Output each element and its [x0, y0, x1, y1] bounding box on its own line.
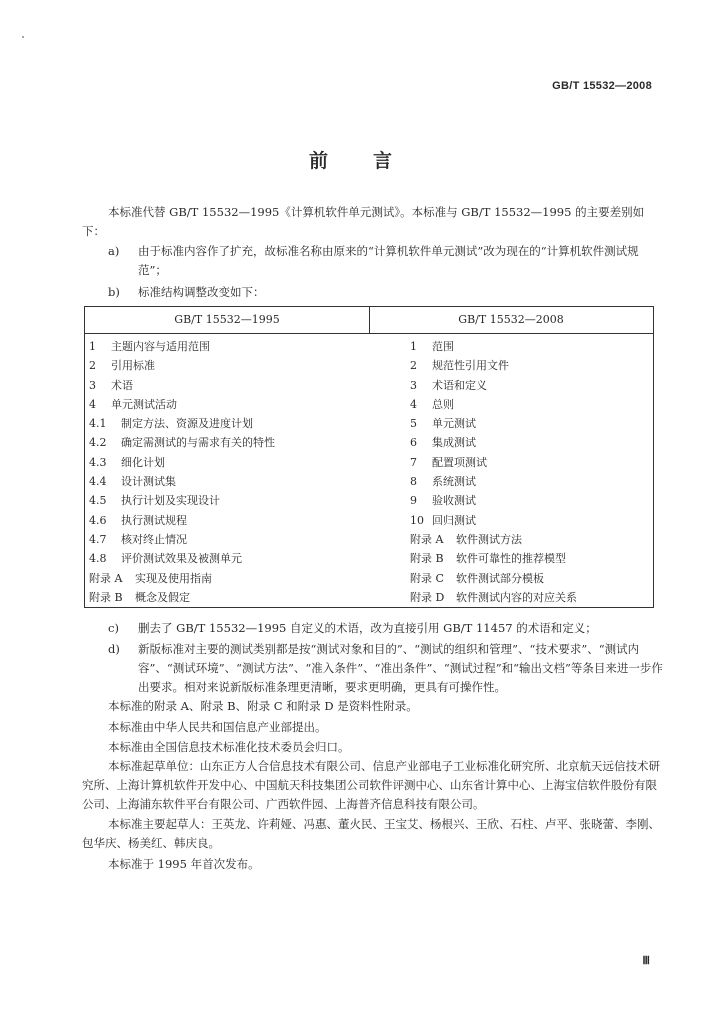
row-title: 单元测试活动: [111, 397, 177, 411]
row-number: 附录 D: [410, 590, 445, 604]
row-title: 确定需测试的与需求有关的特性: [121, 436, 275, 450]
row-number: 1: [89, 340, 96, 353]
row-number: 4.8: [89, 552, 107, 566]
row-title: 范围: [432, 340, 454, 353]
new-structure-column: [410, 337, 650, 607]
list-text: 删去了 GB/T 15532—1995 自定义的术语，改为直接引用 GB/T 11457 的术语和定义；: [138, 621, 597, 635]
list-marker: b): [108, 285, 120, 299]
row-number: 6: [410, 436, 417, 450]
header-old-standard: GB/T 15532—1995: [174, 313, 280, 326]
first-release-note: 本标准于 1995 年首次发布。: [108, 857, 260, 871]
header-new-standard: GB/T 15532—2008: [458, 313, 564, 326]
old-structure-column: [89, 337, 369, 607]
row-number: 4.4: [89, 475, 107, 489]
row-number: 4: [89, 397, 96, 411]
row-title: 执行测试规程: [121, 513, 187, 527]
row-title: 制定方法、资源及进度计划: [121, 417, 253, 431]
row-title: 集成测试: [432, 436, 476, 450]
new-structure-row: [410, 549, 650, 568]
new-structure-row: [410, 453, 650, 472]
row-number: 8: [410, 475, 417, 489]
row-number: 4.5: [89, 494, 107, 508]
row-number: 9: [410, 494, 417, 508]
old-structure-row: [89, 511, 369, 530]
intro-paragraph: 本标准代替 GB/T 15532—1995《计算机软件单元测试》。本标准与 GB/T 15532—1995 的主要差别如下：: [82, 205, 645, 238]
old-structure-row: [89, 491, 369, 510]
row-number: 4.6: [89, 513, 107, 527]
list-marker: c): [108, 621, 119, 635]
new-structure-row: [410, 588, 650, 607]
old-structure-row: [89, 549, 369, 568]
row-number: 3: [410, 378, 417, 392]
row-title: 总则: [432, 397, 454, 411]
new-structure-row: [410, 511, 650, 530]
row-number: 2: [89, 359, 96, 373]
row-number: 10: [410, 513, 424, 527]
row-title: 软件测试方法: [456, 532, 522, 546]
proposer-note: 本标准由中华人民共和国信息产业部提出。: [108, 720, 327, 734]
row-title: 执行计划及实现设计: [121, 494, 220, 508]
new-structure-row: [410, 491, 650, 510]
row-number: 4.3: [89, 455, 107, 469]
scan-speck: [22, 36, 24, 38]
row-number: 4.2: [89, 436, 107, 450]
new-structure-row: [410, 433, 650, 452]
list-text: 标准结构调整改变如下：: [138, 285, 265, 299]
row-title: 规范性引用文件: [432, 359, 509, 373]
page-title: [0, 146, 702, 173]
old-structure-row: [89, 472, 369, 491]
row-number: 2: [410, 359, 417, 373]
row-title: 术语: [111, 378, 133, 392]
new-structure-row: [410, 530, 650, 549]
row-number: 7: [410, 455, 417, 469]
list-marker: a): [108, 244, 120, 258]
new-structure-row: [410, 472, 650, 491]
old-structure-row: [89, 395, 369, 414]
row-title: 软件测试内容的对应关系: [456, 590, 577, 604]
row-title: 细化计划: [121, 455, 165, 469]
row-number: 4.1: [89, 417, 107, 431]
row-title: 主题内容与适用范围: [111, 340, 210, 353]
row-number: 附录 A: [89, 571, 123, 585]
old-structure-row: [89, 530, 369, 549]
old-structure-row: [89, 414, 369, 433]
row-number: 附录 B: [89, 590, 123, 604]
title-char-1: 前: [308, 150, 329, 172]
new-structure-row: [410, 356, 650, 375]
appendix-note: 本标准的附录 A、附录 B、附录 C 和附录 D 是资料性附录。: [108, 699, 418, 713]
drafters: 本标准主要起草人：王英龙、许莉娅、冯惠、董火民、王宝艾、杨根兴、王欣、石柱、卢平、张晓蕾、李刚、包华庆、杨美红、韩庆良。: [82, 817, 660, 850]
row-number: 附录 A: [410, 532, 444, 546]
row-title: 实现及使用指南: [135, 571, 212, 585]
row-title: 核对终止情况: [121, 532, 187, 546]
structure-comparison-table: [84, 306, 654, 608]
row-number: 3: [89, 378, 96, 392]
new-structure-row: [410, 376, 650, 395]
row-number: 附录 B: [410, 552, 444, 566]
old-structure-row: [89, 433, 369, 452]
row-number: 1: [410, 340, 417, 353]
old-structure-row: [89, 453, 369, 472]
old-structure-row: [89, 376, 369, 395]
list-text: 由于标准内容作了扩充，故标准名称由原来的“计算机软件单元测试”改为现在的“计算机软件测试规范”；: [138, 244, 639, 277]
row-title: 配置项测试: [432, 455, 487, 469]
row-title: 验收测试: [432, 494, 476, 508]
row-number: 5: [410, 417, 417, 431]
old-structure-row: [89, 569, 369, 588]
old-structure-row: [89, 337, 369, 356]
row-title: 回归测试: [432, 513, 476, 527]
page-number: Ⅲ: [642, 955, 650, 967]
row-title: 概念及假定: [135, 590, 190, 604]
row-number: 附录 C: [410, 571, 444, 585]
new-structure-row: [410, 395, 650, 414]
list-marker: d): [108, 642, 120, 656]
new-structure-row: [410, 414, 650, 433]
row-title: 设计测试集: [121, 475, 176, 489]
title-char-2: 言: [373, 150, 394, 172]
old-structure-row: [89, 356, 369, 375]
row-title: 系统测试: [432, 475, 476, 489]
row-number: 4.7: [89, 532, 107, 546]
row-title: 软件测试部分模板: [456, 571, 544, 585]
list-text: 新版标准对主要的测试类别都是按“测试对象和目的”、“测试的组织和管理”、“技术要求”、“测试内容”、“测试环境”、“测试方法”、“准入条件”、“准出条件”、“测试过程”和“输出文档”等条目来进一步作出要求。相对来说新版标准条理更清晰，要求更明确，更具有可操作性。: [138, 642, 663, 694]
row-title: 软件可靠性的推荐模型: [456, 552, 566, 566]
row-title: 引用标准: [111, 359, 155, 373]
row-title: 术语和定义: [432, 378, 487, 392]
committee-note: 本标准由全国信息技术标准化技术委员会归口。: [108, 740, 350, 754]
standard-code: GB/T 15532—2008: [552, 80, 652, 92]
new-structure-row: [410, 569, 650, 588]
new-structure-row: [410, 337, 650, 356]
old-structure-row: [89, 588, 369, 607]
row-title: 评价测试效果及被测单元: [121, 552, 242, 566]
drafting-units: 本标准起草单位：山东正方人合信息技术有限公司、信息产业部电子工业标准化研究所、北京航天远信技术研究所、上海计算机软件开发中心、中国航天科技集团公司软件评测中心、山东省计算中心、上海宝信软件股份有限公司、上海浦东软件平台有限公司、广西软件园、上海普齐信息科技有限公司。: [82, 759, 660, 811]
row-title: 单元测试: [432, 417, 476, 431]
table-header: [85, 307, 653, 334]
row-number: 4: [410, 397, 417, 411]
